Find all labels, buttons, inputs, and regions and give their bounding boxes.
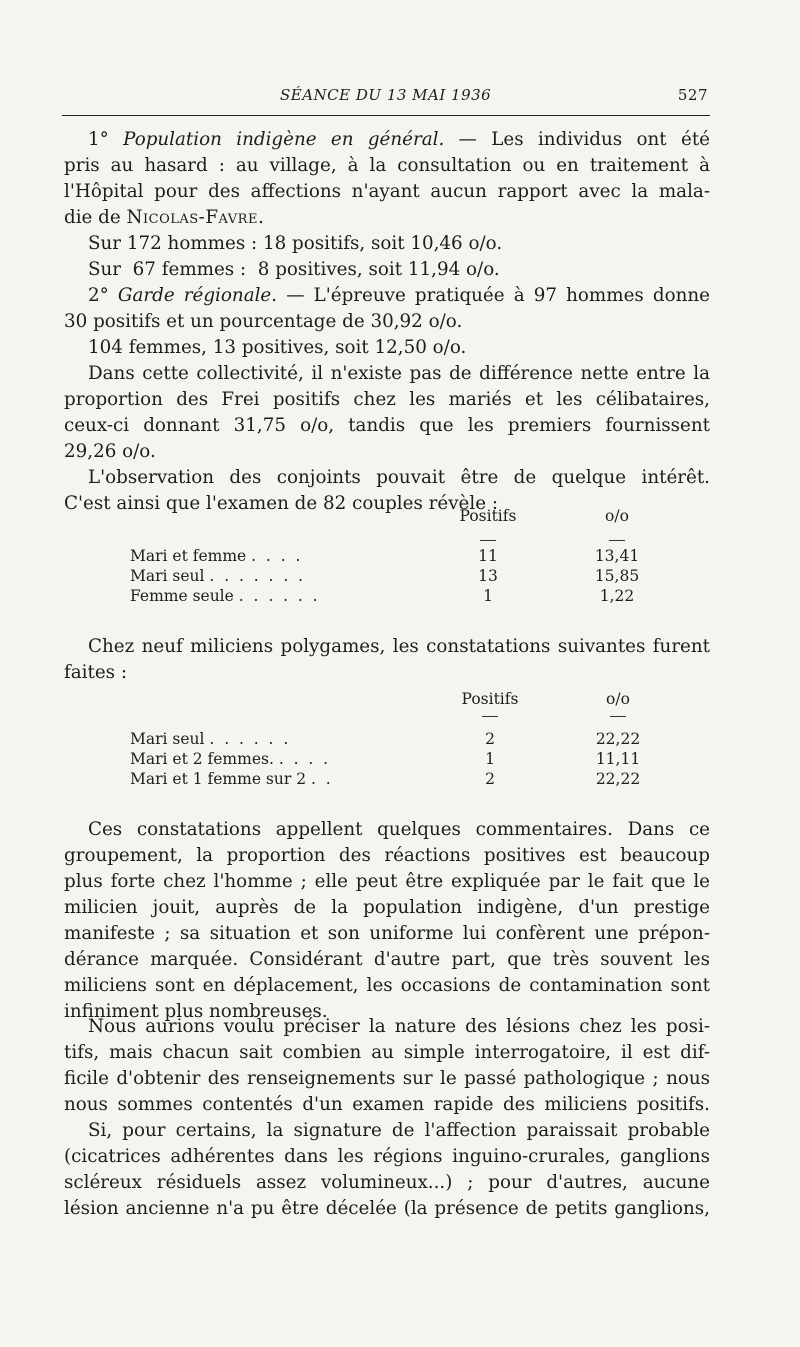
table-row [130, 750, 650, 770]
paragraph-line: L'observation des conjoints pouvait être de quelque intérêt. [88, 467, 710, 488]
table-row [130, 567, 650, 587]
section-number: 1° [88, 129, 124, 150]
header-rule [62, 115, 710, 116]
paragraph-polygames [64, 634, 710, 686]
table-header [130, 690, 650, 710]
paragraph-commentaires [64, 817, 710, 1025]
row-label [130, 547, 300, 565]
stat-women: Sur 67 femmes : 8 positives, soit 11,94 o/o. [88, 259, 500, 280]
cell-percent: 22,22 [595, 730, 641, 748]
column-dash [480, 540, 496, 541]
cell-positifs: 13 [478, 567, 498, 585]
row-label-text: Mari et femme [130, 547, 247, 565]
running-header [62, 84, 710, 108]
cell-positifs: 1 [485, 750, 495, 768]
column-header-positifs: Positifs [459, 507, 517, 525]
table-header [130, 507, 650, 527]
paragraph-line: ficile d'obtenir des renseignements sur le passé pathologique ; nous [64, 1068, 710, 1089]
paragraph-line: Nous aurions voulu préciser la nature des lésions chez les posi- [88, 1016, 710, 1037]
cell-percent: 15,85 [594, 567, 640, 585]
paragraph-line: Si, pour certains, la signature de l'affection paraissait probable [88, 1120, 710, 1141]
cell-positifs: 11 [478, 547, 498, 565]
row-label-text: Mari et 2 femmes. [130, 750, 274, 768]
table-row [130, 770, 650, 790]
cell-percent: 22,22 [595, 770, 641, 788]
paragraph-line: pris au hasard : au village, à la consultation ou en traitement à [64, 155, 710, 176]
row-label [130, 750, 328, 768]
table-row [130, 547, 650, 567]
paragraph-line: (cicatrices adhérentes dans les régions inguino-crurales, ganglions [64, 1146, 710, 1167]
paragraph-line [64, 205, 710, 231]
paragraph-line: manifeste ; sa situation et son uniforme lui confèrent une prépon- [64, 923, 710, 944]
row-label-text: Mari et 1 femme sur 2 [130, 770, 307, 788]
paragraph-line: miliciens sont en déplacement, les occasions de contamination sont [64, 975, 710, 996]
paragraph-line: nous sommes contentés d'un examen rapide des miliciens positifs. [64, 1094, 710, 1115]
leader-dots: . . . . [273, 750, 329, 768]
section-population-indigene [64, 127, 710, 283]
header-title: SÉANCE DU 13 MAI 1936 [280, 86, 492, 104]
column-dash [610, 716, 626, 717]
cell-positifs: 1 [483, 587, 493, 605]
paragraph-line: lésion ancienne n'a pu être décelée (la présence de petits ganglions, [64, 1198, 710, 1219]
paragraph-line: tifs, mais chacun sait combien au simple interrogatoire, il est dif- [64, 1042, 710, 1063]
table-row [130, 587, 650, 607]
cell-positifs: 2 [485, 770, 495, 788]
cell-percent: 1,22 [599, 587, 635, 605]
paragraph-line: infiniment plus nombreuses. [64, 1001, 328, 1022]
row-label [130, 567, 303, 585]
row-label-text: Mari seul [130, 730, 205, 748]
paragraph-line: Ces constatations appellent quelques commentaires. Dans ce [88, 819, 710, 840]
row-label [130, 587, 318, 605]
paragraph-line: plus forte chez l'homme ; elle peut être expliquée par le fait que le [64, 871, 710, 892]
paragraph-collectivite [64, 361, 710, 465]
row-label [130, 730, 288, 748]
section-heading: Population indigène en général. [123, 129, 445, 150]
leader-dots: . . . . . . [204, 730, 289, 748]
paragraph-line: l'Hôpital pour des affections n'ayant aucun rapport avec la mala- [64, 181, 710, 202]
paragraph-line [64, 127, 710, 153]
paragraph-line: dérance marquée. Considérant d'autre part, que très souvent les [64, 949, 710, 970]
column-dash [482, 716, 498, 717]
row-label [130, 770, 331, 788]
paragraph-line: scléreux résiduels assez volumineux...) ; pour d'autres, aucune [64, 1172, 710, 1193]
paragraph-line: C'est ainsi que l'examen de 82 couples révèle : [64, 493, 499, 514]
paragraph-text: — Les individus ont été [444, 129, 710, 150]
stat-men: Sur 172 hommes : 18 positifs, soit 10,46 o/o. [88, 233, 503, 254]
leader-dots: . . . . . . [233, 587, 318, 605]
paragraph-line: faites : [64, 662, 128, 683]
cell-percent: 13,41 [594, 547, 640, 565]
paragraph-text: die de [64, 207, 127, 228]
paragraph-line [64, 283, 710, 309]
page-number: 527 [677, 86, 708, 104]
paragraph-line: ceux-ci donnant 31,75 o/o, tandis que les premiers fournissent [64, 415, 710, 436]
paragraph-lesions [64, 1014, 710, 1222]
leader-dots: . . [306, 770, 331, 788]
row-label-text: Mari seul [130, 567, 205, 585]
paragraph-line: 29,26 o/o. [64, 441, 156, 462]
column-dash [609, 540, 625, 541]
paragraph-line: proportion des Frei positifs chez les mariés et les célibataires, [64, 389, 710, 410]
paragraph-text: — L'épreuve pratiquée à 97 hommes donne [277, 285, 710, 306]
paragraph-line: Dans cette collectivité, il n'existe pas de différence nette entre la [88, 363, 710, 384]
paragraph-line: groupement, la proportion des réactions positives est beaucoup [64, 845, 710, 866]
column-header-percent: o/o [606, 690, 630, 708]
paragraph-line: 104 femmes, 13 positives, soit 12,50 o/o. [88, 337, 467, 358]
row-label-text: Femme seule [130, 587, 234, 605]
paragraph-line: Chez neuf miliciens polygames, les constatations suivantes furent [88, 636, 710, 657]
leader-dots: . . . . [246, 547, 301, 565]
cell-percent: 11,11 [595, 750, 641, 768]
section-garde-regionale [64, 283, 710, 361]
paragraph-line: 30 positifs et un pourcentage de 30,92 o/o. [64, 311, 463, 332]
paragraph-line: milicien jouit, auprès de la population indigène, d'un prestige [64, 897, 710, 918]
section-heading: Garde régionale. [117, 285, 278, 306]
table-row [130, 730, 650, 750]
leader-dots: . . . . . . . [204, 567, 304, 585]
cell-positifs: 2 [485, 730, 495, 748]
column-header-percent: o/o [605, 507, 629, 525]
paragraph-text: . [257, 207, 264, 228]
section-number: 2° [88, 285, 118, 306]
author-name: Nicolas-Favre [126, 207, 258, 228]
column-header-positifs: Positifs [461, 690, 519, 708]
